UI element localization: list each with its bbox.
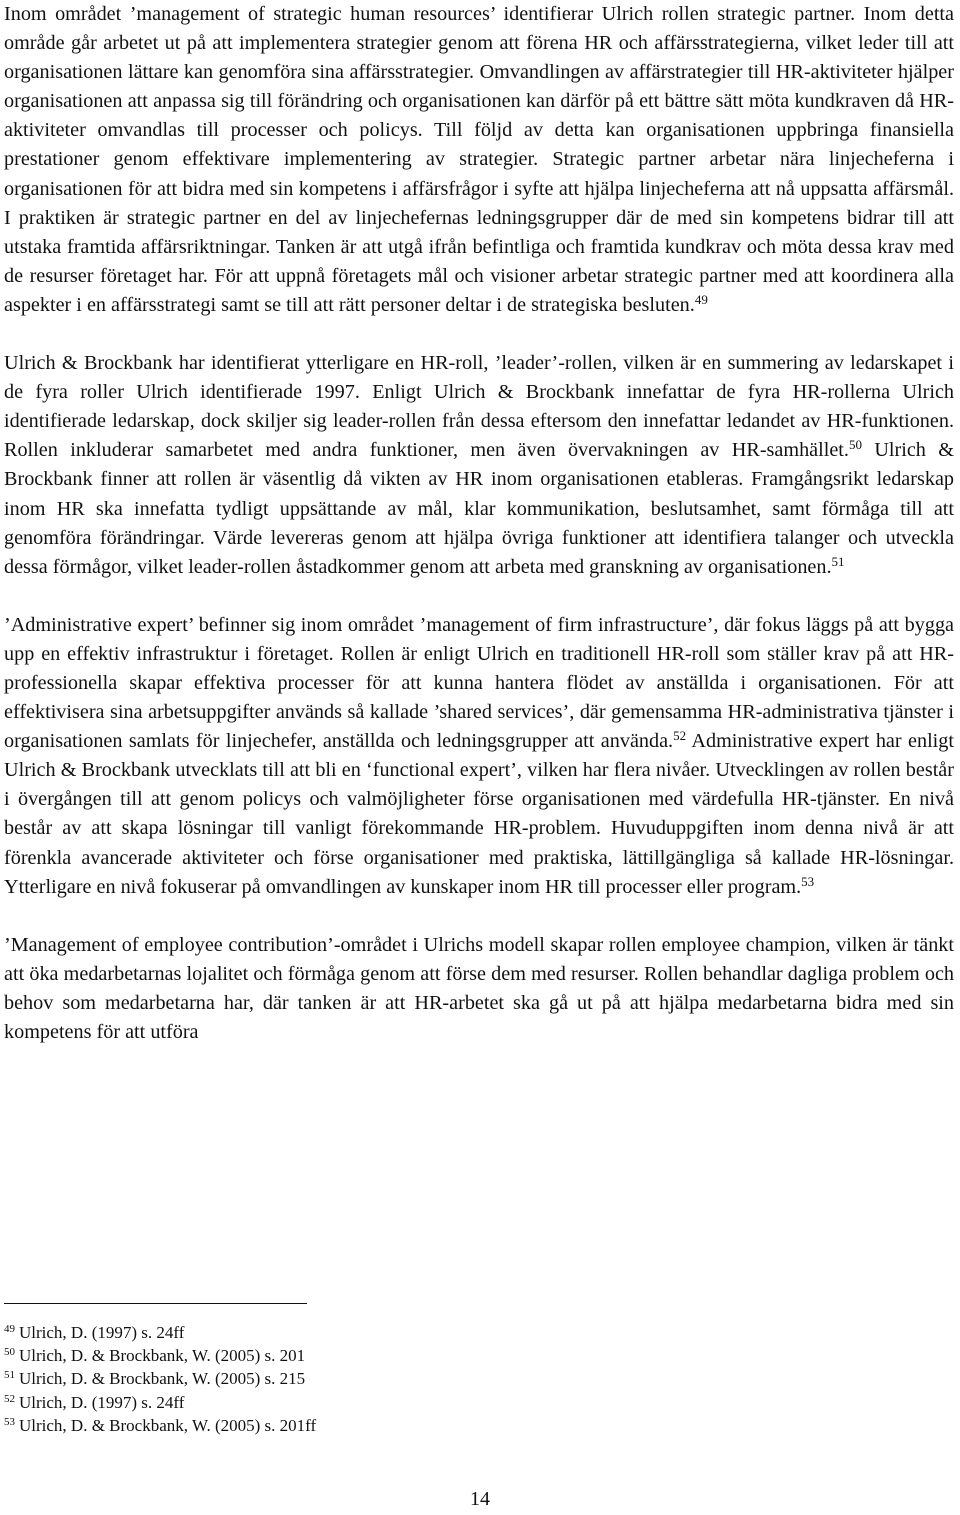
footnote-text: Ulrich, D. & Brockbank, W. (2005) s. 201ff	[19, 1415, 317, 1435]
footnote-text: Ulrich, D. (1997) s. 24ff	[19, 1392, 185, 1412]
footnote-reference: 52	[673, 728, 687, 744]
footnotes	[4, 1321, 604, 1437]
paragraph-text: ’Administrative expert’ befinner sig inom området ’management of firm infrastructure’, där fokus läggs på att bygga upp en effektiv infrastruktur i företaget. Rollen är enligt Ulrich en traditionell HR-roll som ställer krav på att HR-professionella skapar effektiva processer för att kunna hantera flödet av anställda i organisationen. För att effektivisera sina arbetsuppgifter används så kallade ’shared services’, där gemensamma HR-administrativa tjänster i organisationen samlats för linjechefer, anställda och ledningsgrupper att använda.	[4, 613, 954, 753]
footnote-reference: 50	[848, 437, 862, 453]
footnote-number: 50	[4, 1346, 15, 1359]
footnote	[4, 1321, 604, 1344]
paragraph-text: Inom området ’management of strategic human resources’ identifierar Ulrich rollen strategic partner. Inom detta område går arbetet ut på att implementera strategier genom att förena HR och affärsstrategierna, vilket leder till att organisationen lättare kan genomföra sina affärsstrategier. Omvandlingen av affärstrategier till HR-aktiviteter hjälper organisationen att anpassa sig till förändring och organisationen kan därför på ett bättre sätt möta kundkraven då HR-aktiviteter omvandlas till processer och policys. Till följd av detta kan organisationen uppbringa finansiella prestationer genom effektivare implementering av strategier. Strategic partner arbetar nära linjecheferna i organisationen för att bidra med sin kompetens i affärsfrågor i syfte att hjälpa linjecheferna att nå uppsatta affärsmål. I praktiken är strategic partner en del av linjechefernas ledningsgrupper där de med sin kompetens bidrar till att utstaka framtida affärsriktningar. Tanken är att utgå ifrån befintliga och framtida kundkrav och möta dessa krav med de resurser företaget har. För att uppnå företagets mål och visioner arbetar strategic partner med att koordinera alla aspekter i en affärsstrategi samt se till att rätt personer deltar i de strategiska besluten.	[4, 3, 954, 316]
paragraph	[4, 611, 954, 902]
paragraph-text: ’Management of employee contribution’-området i Ulrichs modell skapar rollen employee champion, vilken är tänkt att öka medarbetarnas lojalitet och förmåga genom att förse dem med resurser. Rollen behandlar dagliga problem och behov som medarbetarna har, där tanken är att HR-arbetet ska gå ut på att hjälpa medarbetarna bidra med sin kompetens för att utföra	[4, 933, 954, 1043]
footnote-number: 53	[4, 1415, 15, 1428]
paragraph-text: Ulrich & Brockbank finner att rollen är väsentlig då vikten av HR inom organisationen etableras. Framgångsrikt ledarskap inom HR ska innefatta tydligt uppsättande av mål, klar kommunikation, beslutsamhet, samt förmåga till att genomföra förändringar. Värde levereras genom att hjälpa övriga funktioner att identifiera talanger och utveckla dessa förmågor, vilket leader-rollen åstadkommer genom att arbeta med granskning av organisationen.	[4, 439, 954, 578]
footnote-text: Ulrich, D. & Brockbank, W. (2005) s. 201	[19, 1346, 306, 1366]
footnote-number: 52	[4, 1392, 15, 1405]
footnote-number: 51	[4, 1369, 15, 1382]
footnote-text: Ulrich, D. (1997) s. 24ff	[19, 1323, 185, 1342]
paragraph	[4, 931, 954, 1047]
footnote	[4, 1414, 604, 1437]
page-number: 14	[470, 1488, 490, 1510]
footnote	[4, 1391, 604, 1414]
footnote-reference: 49	[694, 291, 708, 307]
footnote	[4, 1344, 604, 1367]
body-text	[4, 0, 954, 1047]
paragraph-text: Administrative expert har enligt Ulrich & Brockbank utvecklats till att bli en ‘functional expert’, vilken har flera nivåer. Utvecklingen av rollen består i övergången till att genom policys och valmöjligheter förse organisationen med värdefulla HR-tjänster. En nivå består av att skapa lösningar till vanligt förekommande HR-problem. Huvuduppgiften inom denna nivå är att förenkla avancerade aktiviteter och förse organisationer med praktiska, lättillgängliga så kallade HR-lösningar. Ytterligare en nivå fokuserar på omvandlingen av kunskaper inom HR till processer eller program.	[4, 730, 954, 898]
footnote-number: 49	[4, 1323, 15, 1335]
footnote-reference: 51	[831, 553, 845, 569]
footnote	[4, 1367, 604, 1390]
footnote-divider	[4, 1303, 307, 1304]
footnote-reference: 53	[801, 873, 815, 889]
paragraph	[4, 0, 954, 320]
paragraph-text: Ulrich & Brockbank har identifierat ytterligare en HR-roll, ’leader’-rollen, vilken är en summering av ledarskapet i de fyra roller Ulrich identifierade 1997. Enligt Ulrich & Brockbank innefattar de fyra HR-rollerna Ulrich identifierade ledarskap, dock skiljer sig leader-rollen från dessa eftersom den innefattar ledandet av HR-funktionen. Rollen inkluderar samarbetet med andra funktioner, men även övervakningen av HR-samhället.	[4, 352, 954, 462]
footnote-text: Ulrich, D. & Brockbank, W. (2005) s. 215	[19, 1369, 306, 1389]
paragraph	[4, 349, 954, 582]
